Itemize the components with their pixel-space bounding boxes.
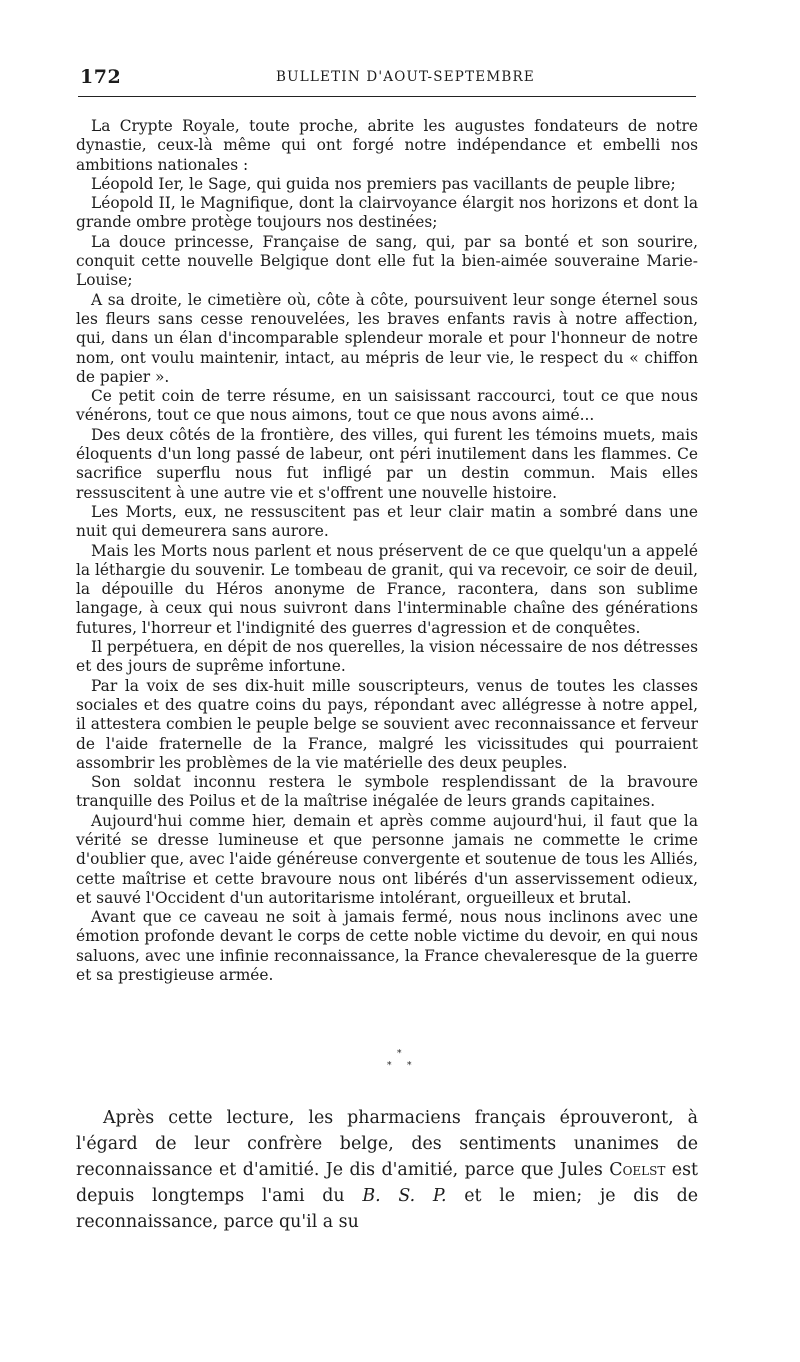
paragraph: Par la voix de ses dix-huit mille souscripteurs, venus de toutes les classes sociales et des quatre coins du pays, répondant avec allégresse à notre appel, il attestera combien le peuple belge se souvient avec reconnaissance et ferveur de l'aide fraternelle de la France, malgré les vicissitudes qui pourraient assombrir les problèmes de la vie matérielle des deux peuples. [76, 676, 698, 772]
paragraph: Les Morts, eux, ne ressuscitent pas et leur clair matin a sombré dans une nuit qui demeurera sans aurore. [76, 502, 698, 541]
paragraph: Des deux côtés de la frontière, des villes, qui furent les témoins muets, mais éloquents d'un long passé de labeur, ont péri inutilement dans les flammes. Ce sacrifice superflu nous fut infligé par un destin commun. Mais elles ressuscitent à une autre vie et s'offrent une nouvelle histoire. [76, 425, 698, 502]
person-name: Coelst [609, 1160, 666, 1180]
paragraph: Aujourd'hui comme hier, demain et après comme aujourd'hui, il faut que la vérité se dresse lumineuse et que personne jamais ne commette le crime d'oublier que, avec l'aide généreuse convergente et soutenue de tous les Alliés, cette maîtrise et cette bravoure nous ont libérés d'un asservissement odieux, et sauvé l'Occident d'un autoritarisme intolérant, orgueilleux et brutal. [76, 811, 698, 907]
journal-abbreviation: B. S. P. [362, 1186, 447, 1206]
closing-paragraph [76, 1105, 698, 1235]
paragraph: Léopold Ier, le Sage, qui guida nos premiers pas vacillants de peuple libre; [91, 174, 676, 193]
paragraph: Avant que ce caveau ne soit à jamais fermé, nous nous inclinons avec une émotion profonde devant le corps de cette noble victime du devoir, en qui nous saluons, avec une infinie reconnaissance, la France chevaleresque de la guerre et sa prestigieuse armée. [76, 908, 698, 985]
page-header [80, 66, 695, 92]
closing-text [76, 1105, 698, 1235]
asterisk-top: * [397, 1049, 402, 1059]
paragraph: Mais les Morts nous parlent et nous préservent de ce que quelqu'un a appelé la léthargie du souvenir. Le tombeau de granit, qui va recevoir, ce soir de deuil, la dépouille du Héros anonyme de France, racontera, dans son sublime langage, à ceux qui nous suivront dans l'interminable chaîne des générations futures, l'horreur et l'indignité des guerres d'agression et de conquêtes. [76, 541, 698, 637]
paragraph: La douce princesse, Française de sang, qui, par sa bonté et son sourire, conquit cette nouvelle Belgique dont elle fut la bien-aimée souveraine Marie-Louise; [76, 232, 698, 290]
paragraph: A sa droite, le cimetière où, côte à côte, poursuivent leur songe éternel sous les fleurs sans cesse renouvelées, les braves enfants ravis à notre affection, qui, dans un élan d'incomparable splendeur morale et pour l'honneur de notre nom, ont voulu maintenir, intact, au mépris de leur vie, le respect du « chiffon de papier ». [76, 290, 698, 386]
page-number: 172 [80, 66, 122, 88]
paragraph: La Crypte Royale, toute proche, abrite les augustes fondateurs de notre dynastie, ceux-là même qui ont forgé notre indépendance et embelli nos ambitions nationales : [76, 117, 698, 174]
paragraph: Léopold II, le Magnifique, dont la clairvoyance élargit nos horizons et dont la grande ombre protège toujours nos destinées; [76, 194, 698, 232]
paragraph: Il perpétuera, en dépit de nos querelles, la vision nécessaire de nos détresses et des jours de suprême infortune. [76, 638, 698, 676]
speech-text [76, 117, 698, 985]
closing-part-1: Après cette lecture, les pharmaciens français éprouveront, à l'égard de leur confrère belge, des sentiments unanimes de reconnaissance et d'amitié. Je dis d'amitié, parce que Jules [76, 1108, 698, 1180]
asterisk-left: * [387, 1061, 392, 1071]
closing-part-3: et le mien; je dis de reconnaissance, parce qu'il a su [76, 1186, 699, 1232]
running-title: BULLETIN D'AOUT-SEPTEMBRE [276, 69, 535, 85]
paragraph: Son soldat inconnu restera le symbole resplendissant de la bravoure tranquille des Poilus et de la maîtrise inégalée de leurs grands capitaines. [76, 773, 698, 811]
paragraph: Ce petit coin de terre résume, en un saisissant raccourci, tout ce que nous vénérons, tout ce que nous aimons, tout ce que nous avons aimé... [76, 387, 698, 425]
closing-part-2: est depuis longtemps l'ami du [76, 1160, 699, 1206]
header-rule [78, 96, 696, 97]
asterisk-right: * [407, 1061, 412, 1071]
asterism-separator [380, 1050, 420, 1086]
